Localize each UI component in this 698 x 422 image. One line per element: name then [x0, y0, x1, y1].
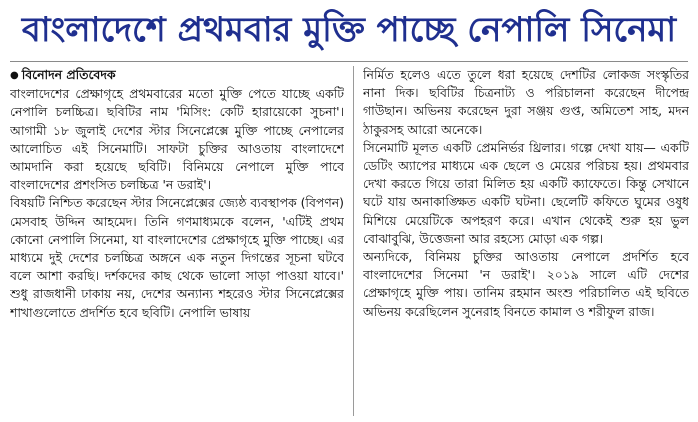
right-column — [363, 66, 689, 418]
byline — [10, 66, 344, 85]
byline-text: বিনোদন প্রতিবেদক — [21, 67, 116, 82]
paragraph: সিনেমাটি মূলত একটি প্রেমনির্ভর থ্রিলার। গল্পে দেখা যায়— একটি ডেটিং অ্যাপের মাধ্যমে এক ছেলে ও মেয়ের পরিচয় হয়। প্রথমবার দেখা করতে গিয়ে তারা মিলিত হয় একটি ক্যাফেতে। কিন্তু সেখানে ঘটে যায় অনাকাঙ্ক্ষিত একটি ঘটনা। ছেলেটি কফিতে ঘুমের ওষুধ মিশিয়ে মেয়েটিকে অপহরণ করে। এখান থেকেই শুরু হয় ভুল বোঝাবুঝি, উত্তেজনা আর রহস্যে মোড়া এক গল্প। — [363, 139, 689, 246]
paragraph: বাংলাদেশের প্রেক্ষাগৃহে প্রথমবারের মতো মুক্তি পেতে যাচ্ছে একটি নেপালি চলচ্চিত্র। ছবিটির নাম 'মিসিং: কেটি হারায়েকো সুচনা'। আগামী ১৮ জুলাই দেশের স্টার সিনেপ্লেক্সে মুক্তি পাচ্ছে নেপালের আলোচিত এই সিনেমাটি। সাফটা চুক্তির আওতায় বাংলাদেশে আমদানি করা হয়েছে ছবিটি। বিনিময়ে নেপালে মুক্তি পাবে বাংলাদেশের প্রশংসিত চলচ্চিত্র 'ন ডরাই'। — [10, 86, 344, 193]
paragraph: নির্মিত হলেও এতে তুলে ধরা হয়েছে দেশটির লোকজ সংস্কৃতির নানা দিক। ছবিটির চিত্রনাট্য ও পরিচালনা করেছেন দীপেন্দ্র গাউছান। অভিনয় করেছেন দুরা সঞ্জয় গুপ্ত, অমিতেশ সাহ, মদন ঠাকুরসহ আরো অনেকে। — [363, 67, 689, 137]
paragraph: বিষয়টি নিশ্চিত করেছেন স্টার সিনেপ্লেক্সের জ্যেষ্ঠ ব্যবস্থাপক (বিপণন) মেসবাহ উদ্দিন আহমেদ। তিনি গণমাধ্যমকে বলেন, 'এটিই প্রথম কোনো নেপালি সিনেমা, যা বাংলাদেশের প্রেক্ষাগৃহে মুক্তি পাচ্ছে। এর মাধ্যমে দুই দেশের চলচ্চিত্র অঙ্গনে এক নতুন দিগন্তের সূচনা ঘটবে বলে আশা করছি। দর্শকদের কাছ থেকে ভালো সাড়া পাওয়া যাবে।' শুধু রাজধানী ঢাকায় নয়, দেশের অন্যান্য শহরেও স্টার সিনেপ্লেক্সের শাখাগুলোতে প্রদর্শিত হবে ছবিটি। নেপালি ভাষায় — [10, 195, 344, 320]
headline-divider — [10, 61, 688, 62]
left-column — [10, 66, 344, 418]
column-divider — [353, 66, 354, 416]
paragraph: অন্যদিকে, বিনিময় চুক্তির আওতায় নেপালে প্রদর্শিত হবে বাংলাদেশের সিনেমা 'ন ডরাই'। ২০১৯ সালে এটি দেশের প্রেক্ষাগৃহে মুক্তি পায়। তানিম রহমান অংশু পরিচালিত এই ছবিতে অভিনয় করেছিলেন সুনেরাহ বিনতে কামাল ও শরীফুল রাজ। — [363, 249, 689, 319]
bullet-icon: ● — [10, 70, 19, 81]
article-headline: বাংলাদেশে প্রথমবার মুক্তি পাচ্ছে নেপালি সিনেমা — [21, 10, 677, 50]
